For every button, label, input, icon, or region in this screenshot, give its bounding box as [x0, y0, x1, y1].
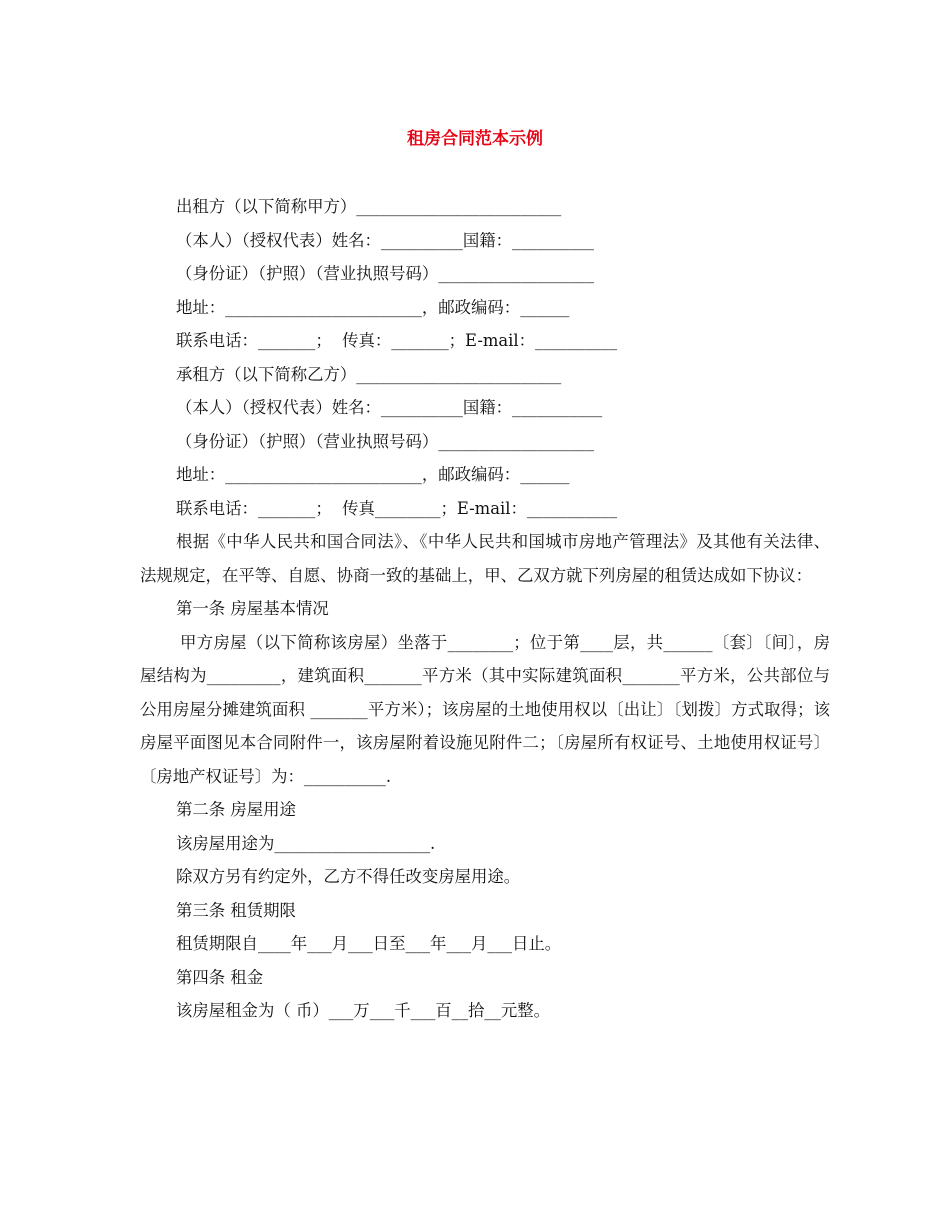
- article2-usage-line: 该房屋用途为___________________.: [176, 833, 436, 853]
- contract-body: [140, 190, 830, 1028]
- lessee-name-line: 承租方（以下简称乙方）_________________________: [176, 364, 562, 384]
- lessee-address-line: 地址：________________________，邮政编码：______: [176, 465, 570, 484]
- article3-term-line: 租赁期限自____年___月___日至___年___月___日止。: [176, 934, 562, 953]
- document-title: 租房合同范本示例: [407, 129, 543, 149]
- preamble-paragraph: 根据《中华人民共和国合同法》、《中华人民共和国城市房地产管理法》及其他有关法律、法规规定，在平等、自愿、协商一致的基础上，甲、乙双方就下列房屋的租赁达成如下协议：: [140, 532, 830, 585]
- lessee-section: [140, 358, 830, 526]
- lessor-contact-line: 联系电话：_______； 传真：_______；E-mail：__________: [176, 331, 618, 350]
- lessee-representative-line: （本人）（授权代表）姓名：__________国籍：___________: [176, 398, 603, 417]
- article4-rent-line: 该房屋租金为（ 币）___万___千___百__拾__元整。: [176, 1001, 550, 1020]
- article2-heading: 第二条 房屋用途: [176, 800, 296, 819]
- lessor-id-line: （身份证）（护照）（营业执照号码）___________________: [176, 264, 594, 283]
- article1-heading: 第一条 房屋基本情况: [176, 599, 329, 618]
- article3-heading: 第三条 租赁期限: [176, 900, 296, 920]
- lessor-representative-line: （本人）（授权代表）姓名：__________国籍：__________: [176, 230, 594, 250]
- article1-paragraph: 甲方房屋（以下简称该房屋）坐落于________；位于第____层，共______〔套〕〔间〕，房屋结构为_________，建筑面积_______平方米（其中实际建筑面积_______平方米，公共部位与公用房屋分摊建筑面积 _______平方米）；该房屋的土地使用权以〔出让〕〔划拨〕方式取得；该房屋平面图见本合同附件一，该房屋附着设施见附件二；〔房屋所有权证号、土地使用权证号〕〔房地产权证号〕为：__________.: [140, 632, 830, 786]
- lessee-id-line: （身份证）（护照）（营业执照号码）___________________: [176, 431, 594, 451]
- lessor-name-line: 出租方（以下简称甲方）_________________________: [176, 197, 562, 216]
- lessee-contact-line: 联系电话：_______； 传真________；E-mail：___________: [176, 498, 618, 518]
- article2-restriction-line: 除双方另有约定外，乙方不得任改变房屋用途。: [176, 867, 521, 886]
- lessor-address-line: 地址：________________________，邮政编码：______: [176, 297, 570, 317]
- lessor-section: [140, 190, 830, 358]
- article4-heading: 第四条 租金: [176, 967, 264, 987]
